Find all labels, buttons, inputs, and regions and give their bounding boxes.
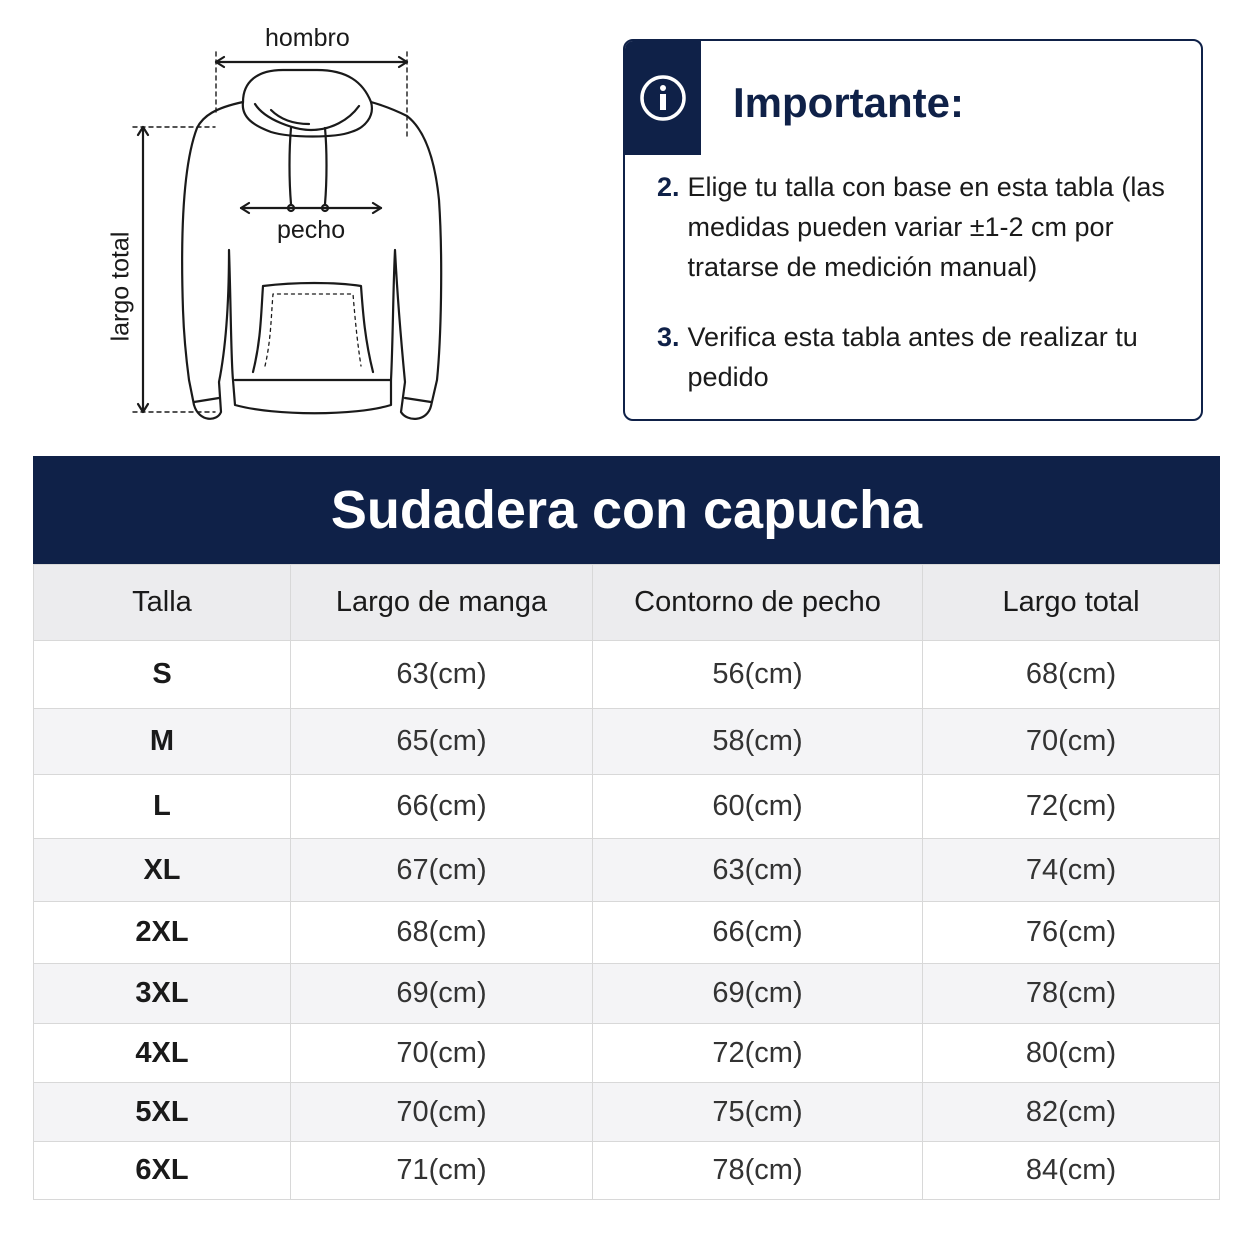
table-row (34, 1083, 1220, 1142)
size-cell: 2XL (34, 902, 291, 964)
total-length-cell: 72(cm) (923, 775, 1220, 839)
header-total-length: Largo total (923, 565, 1220, 641)
size-cell: XL (34, 839, 291, 902)
sleeve-length-cell: 65(cm) (291, 709, 593, 775)
chest-cell: 66(cm) (593, 902, 923, 964)
size-table (33, 456, 1220, 1200)
sleeve-length-cell: 67(cm) (291, 839, 593, 902)
item-text: Elige tu talla con base en esta tabla (las medidas pueden variar ±1-2 cm por tratarse de medición manual) (687, 172, 1165, 282)
sleeve-length-cell: 71(cm) (291, 1142, 593, 1200)
table-row (34, 902, 1220, 964)
info-icon (638, 73, 688, 123)
size-cell: 5XL (34, 1083, 291, 1142)
size-cell: L (34, 775, 291, 839)
header-sleeve-length: Largo de manga (291, 565, 593, 641)
size-cell: M (34, 709, 291, 775)
sleeve-length-cell: 63(cm) (291, 641, 593, 709)
total-length-cell: 76(cm) (923, 902, 1220, 964)
table-row (34, 1024, 1220, 1083)
total-length-cell: 82(cm) (923, 1083, 1220, 1142)
important-item (657, 317, 1168, 397)
total-length-cell: 84(cm) (923, 1142, 1220, 1200)
total-length-cell: 74(cm) (923, 839, 1220, 902)
header-size: Talla (34, 565, 291, 641)
sleeve-length-cell: 70(cm) (291, 1083, 593, 1142)
table-body (34, 641, 1220, 1200)
hoodie-illustration (95, 20, 455, 430)
table-row (34, 1142, 1220, 1200)
sleeve-length-cell: 70(cm) (291, 1024, 593, 1083)
item-number: 3. (657, 322, 680, 352)
sleeve-length-cell: 66(cm) (291, 775, 593, 839)
table-row (34, 964, 1220, 1024)
total-length-cell: 78(cm) (923, 964, 1220, 1024)
sleeve-length-cell: 69(cm) (291, 964, 593, 1024)
chest-cell: 75(cm) (593, 1083, 923, 1142)
info-icon-block (625, 41, 701, 155)
table-header-row (34, 565, 1220, 641)
table-row (34, 775, 1220, 839)
chest-cell: 60(cm) (593, 775, 923, 839)
shoulder-label: hombro (265, 24, 350, 52)
chest-cell: 78(cm) (593, 1142, 923, 1200)
size-cell: 3XL (34, 964, 291, 1024)
table-row (34, 641, 1220, 709)
chest-cell: 72(cm) (593, 1024, 923, 1083)
important-title: Importante: (733, 79, 964, 126)
chest-label: pecho (277, 216, 346, 244)
size-cell: 6XL (34, 1142, 291, 1200)
hoodie-diagram (95, 20, 455, 430)
item-number: 2. (657, 172, 680, 202)
chest-cell: 58(cm) (593, 709, 923, 775)
chest-cell: 69(cm) (593, 964, 923, 1024)
size-cell: 4XL (34, 1024, 291, 1083)
chest-cell: 56(cm) (593, 641, 923, 709)
total-length-cell: 80(cm) (923, 1024, 1220, 1083)
table-row (34, 839, 1220, 902)
important-notice (623, 39, 1203, 421)
important-item (657, 167, 1168, 287)
item-text: Verifica esta tabla antes de realizar tu pedido (687, 322, 1138, 392)
table-title: Sudadera con capucha (33, 456, 1220, 564)
table-row (34, 709, 1220, 775)
sleeve-length-cell: 68(cm) (291, 902, 593, 964)
size-cell: S (34, 641, 291, 709)
total-length-cell: 68(cm) (923, 641, 1220, 709)
header-chest: Contorno de pecho (593, 565, 923, 641)
chest-cell: 63(cm) (593, 839, 923, 902)
total-length-cell: 70(cm) (923, 709, 1220, 775)
total-length-label: largo total (106, 231, 135, 342)
